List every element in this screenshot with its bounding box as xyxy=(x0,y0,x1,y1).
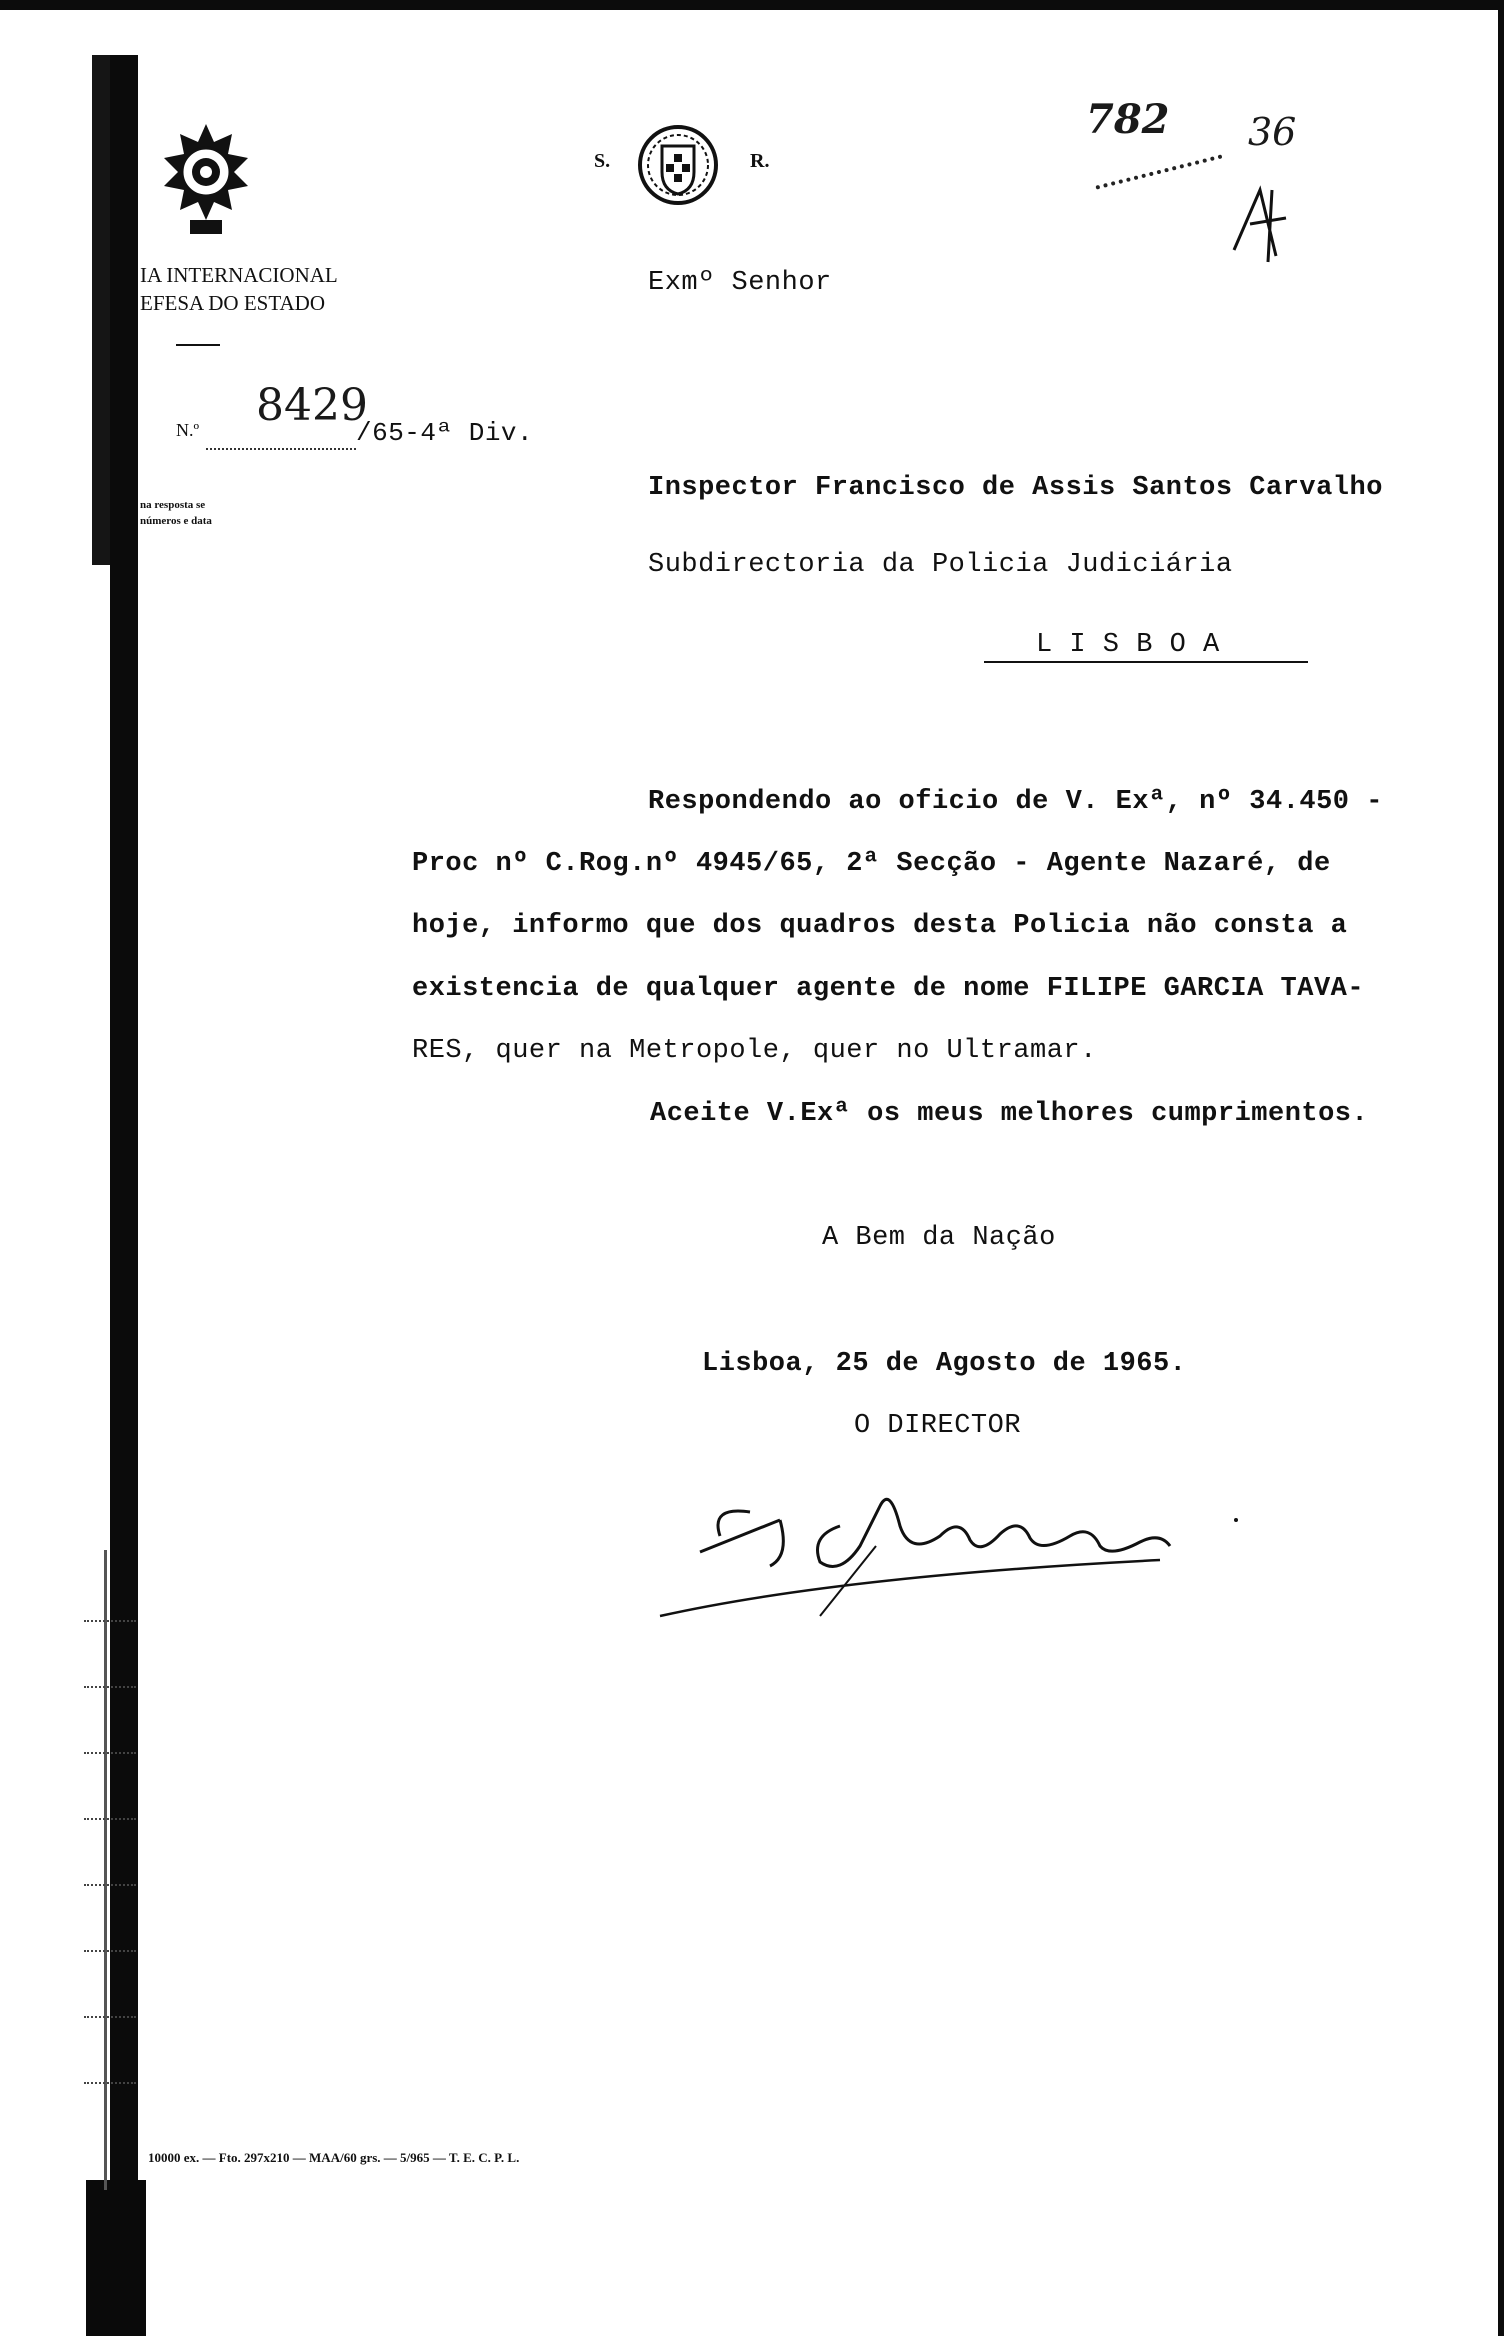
margin-dotted-line xyxy=(84,2016,136,2018)
reference-number-suffix: /65-4ª Div. xyxy=(356,418,534,448)
margin-dotted-line xyxy=(84,1620,136,1622)
seal-letter-right: R. xyxy=(750,150,770,172)
institution-line-1: IA INTERNACIONAL xyxy=(140,263,338,287)
recipient-city: L I S B O A xyxy=(1036,630,1220,660)
recipient-name: Inspector Francisco de Assis Santos Carvalho xyxy=(648,473,1383,503)
margin-dotted-line xyxy=(84,1752,136,1754)
institution-line-2: EFESA DO ESTADO xyxy=(140,291,326,315)
margin-dotted-line xyxy=(84,1950,136,1952)
handwritten-initial-icon xyxy=(1224,170,1304,266)
body-line-5: RES, quer na Metropole, quer no Ultramar. xyxy=(412,1036,1097,1066)
city-underline xyxy=(984,661,1308,663)
binding-edge xyxy=(110,55,138,2336)
number-prefix: N.º xyxy=(176,420,200,440)
pide-emblem-icon xyxy=(158,120,254,240)
annotation-scribble-line xyxy=(1095,154,1222,189)
motto: A Bem da Nação xyxy=(822,1223,1056,1253)
recipient-department: Subdirectoria da Policia Judiciária xyxy=(648,550,1233,580)
margin-dotted-line xyxy=(84,1686,136,1688)
body-line-3: hoje, informo que dos quadros desta Policia não consta a xyxy=(412,911,1348,941)
margin-dotted-line xyxy=(84,1884,136,1886)
body-line-1: Respondendo ao oficio de V. Exª, nº 34.450 - xyxy=(648,787,1383,817)
print-footer: 10000 ex. — Fto. 297x210 — MAA/60 grs. — 5/965 — T. E. C. P. L. xyxy=(148,2150,520,2165)
scan-right-edge xyxy=(1498,0,1504,2336)
reply-note-line-1: na resposta se xyxy=(140,499,206,511)
scan-top-edge xyxy=(0,0,1504,10)
closing-courtesy: Aceite V.Exª os meus melhores cumprimentos. xyxy=(650,1099,1369,1129)
body-line-2: Proc nº C.Rog.nº 4945/65, 2ª Secção - Agente Nazaré, de xyxy=(412,849,1331,879)
header-divider xyxy=(176,344,220,346)
date-line: Lisboa, 25 de Agosto de 1965. xyxy=(702,1349,1187,1379)
salutation: Exmº Senhor xyxy=(648,268,832,298)
director-signature xyxy=(640,1466,1260,1636)
signatory-title: O DIRECTOR xyxy=(854,1411,1022,1441)
number-dotted-line xyxy=(206,448,356,450)
seal-letter-left: S. xyxy=(594,150,611,172)
binding-shadow-bottom xyxy=(86,2180,146,2336)
handwritten-annotation-number: 782 xyxy=(1086,96,1170,143)
handwritten-folio: 36 xyxy=(1248,110,1297,154)
margin-dotted-line xyxy=(84,2082,136,2084)
body-line-4: existencia de qualquer agente de nome FILIPE GARCIA TAVA- xyxy=(412,974,1365,1004)
reference-number-handwritten: 8429 xyxy=(256,380,368,431)
reply-note-line-2: números e data xyxy=(140,515,212,527)
margin-rule xyxy=(104,1550,107,2190)
portugal-coat-of-arms-icon xyxy=(636,120,720,210)
margin-dotted-line xyxy=(84,1818,136,1820)
